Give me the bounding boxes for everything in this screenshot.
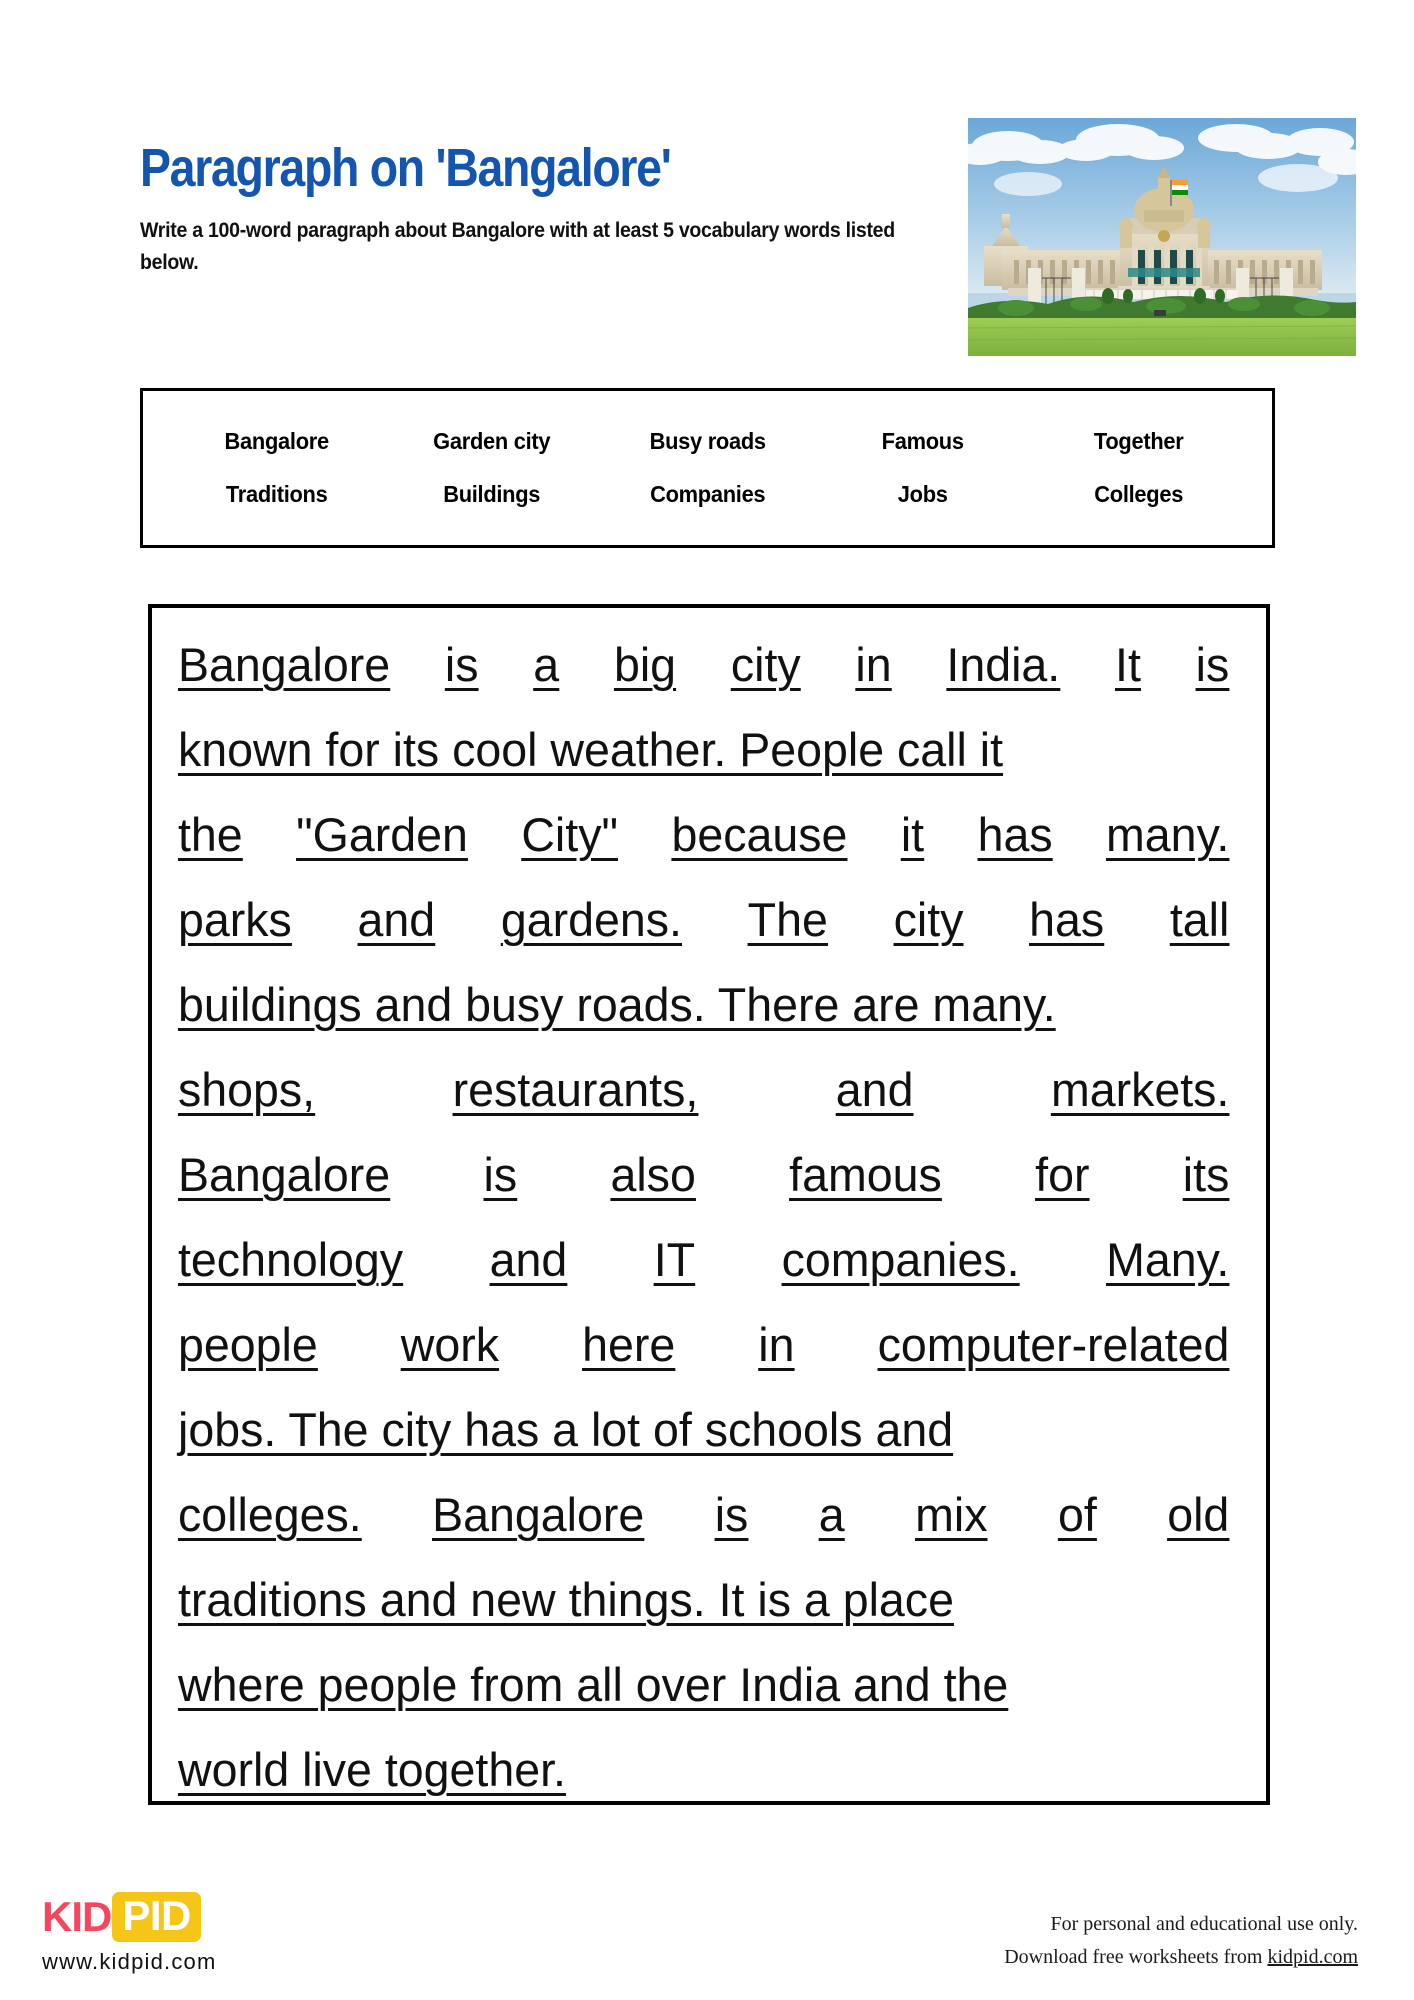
answer-line: [178, 1047, 1229, 1132]
answer-word: Many.: [1106, 1233, 1230, 1286]
answer-word: has: [977, 808, 1053, 861]
answer-word: and: [835, 1063, 914, 1116]
answer-word: in: [758, 1318, 795, 1371]
answer-word: and: [489, 1233, 568, 1286]
answer-word: Bangalore: [178, 1148, 391, 1201]
vocabulary-word: Companies: [649, 481, 766, 507]
answer-line: traditions and new things. It is a place: [178, 1573, 954, 1626]
answer-word: is: [714, 1488, 749, 1541]
answer-word: parks: [178, 893, 292, 946]
answer-word: many.: [1106, 808, 1230, 861]
answer-word: and: [357, 893, 436, 946]
photo-illustration: [968, 118, 1356, 356]
answer-word: mix: [915, 1488, 988, 1541]
answer-line: jobs. The city has a lot of schools and: [178, 1403, 954, 1456]
footer-note: [1004, 1908, 1358, 1974]
worksheet-instructions: Write a 100-word paragraph about Bangalore with at least 5 vocabulary words listed below.: [140, 218, 895, 275]
answer-word: its: [1182, 1148, 1230, 1201]
logo-kid-text: KID: [42, 1893, 112, 1940]
answer-word: people: [178, 1318, 318, 1371]
vocabulary-word: Jobs: [897, 481, 948, 507]
answer-line: where people from all over India and the: [178, 1658, 1009, 1711]
answer-line: [178, 1302, 1229, 1387]
answer-word: is: [444, 638, 479, 691]
logo-mark: [42, 1892, 382, 1942]
vocabulary-word: Traditions: [225, 481, 328, 507]
vocabulary-word: Colleges: [1093, 481, 1183, 507]
answer-line: buildings and busy roads. There are many.: [178, 978, 1056, 1031]
answer-line: [178, 1472, 1229, 1557]
answer-word: technology: [178, 1233, 404, 1286]
answer-word: City": [521, 808, 618, 861]
worksheet-header: [140, 140, 980, 280]
answer-word: big: [613, 638, 677, 691]
kidpid-link[interactable]: kidpid.com: [1267, 1946, 1358, 1968]
answer-word: companies.: [781, 1233, 1020, 1286]
answer-line: [178, 622, 1229, 707]
vocabulary-word: Busy roads: [649, 428, 766, 454]
answer-word: also: [610, 1148, 696, 1201]
answer-word: India.: [946, 638, 1061, 691]
answer-line: [178, 1217, 1229, 1302]
answer-word: old: [1167, 1488, 1230, 1541]
answer-word: The: [747, 893, 828, 946]
answer-word: markets.: [1050, 1063, 1230, 1116]
answer-word: the: [178, 808, 243, 861]
vocabulary-word: Together: [1093, 428, 1184, 454]
answer-word: famous: [789, 1148, 942, 1201]
answer-word: computer-related: [877, 1318, 1230, 1371]
answer-word: gardens.: [500, 893, 682, 946]
answer-line: [178, 877, 1229, 962]
vocabulary-row: [143, 428, 1272, 455]
answer-word: here: [582, 1318, 676, 1371]
logo-url: www.kidpid.com: [42, 1949, 217, 1974]
answer-line: world live together.: [178, 1743, 566, 1796]
answer-word: has: [1029, 893, 1105, 946]
answer-line: [178, 1132, 1229, 1217]
answer-word: Bangalore: [178, 638, 391, 691]
answer-word: of: [1057, 1488, 1097, 1541]
vocabulary-word: Bangalore: [224, 428, 329, 454]
vocabulary-word-bank: [140, 388, 1275, 548]
answer-word: city: [730, 638, 801, 691]
answer-line: [178, 792, 1229, 877]
answer-word: tall: [1169, 893, 1230, 946]
footer-note-line2: [1004, 1941, 1358, 1974]
answer-word: is: [1195, 638, 1230, 691]
answer-word: it: [900, 808, 925, 861]
answer-word: restaurants,: [452, 1063, 699, 1116]
answer-word: is: [483, 1148, 518, 1201]
footer-note-prefix: Download free worksheets from: [1004, 1946, 1268, 1968]
footer-note-line1: For personal and educational use only.: [1050, 1913, 1358, 1935]
answer-line: known for its cool weather. People call it: [178, 723, 1004, 776]
vidhana-soudha-photo: [968, 118, 1356, 356]
vocabulary-word: Garden city: [433, 428, 551, 454]
answer-word: shops,: [178, 1063, 316, 1116]
answer-word: a: [533, 638, 560, 691]
answer-word: because: [671, 808, 848, 861]
answer-word: for: [1035, 1148, 1090, 1201]
answer-writing-area[interactable]: [148, 604, 1270, 1805]
page-title: Paragraph on 'Bangalore': [140, 138, 671, 198]
answer-word: city: [893, 893, 964, 946]
vocabulary-word: Buildings: [443, 481, 541, 507]
answer-word: "Garden: [296, 808, 468, 861]
answer-word: Bangalore: [432, 1488, 645, 1541]
vocabulary-row: [143, 481, 1272, 508]
logo-pid-text: PID: [112, 1892, 201, 1942]
answer-word: IT: [653, 1233, 696, 1286]
vocabulary-word: Famous: [881, 428, 964, 454]
answer-word: in: [855, 638, 892, 691]
answer-word: colleges.: [178, 1488, 362, 1541]
answer-word: work: [400, 1318, 500, 1371]
answer-word: a: [818, 1488, 845, 1541]
answer-word: It: [1115, 638, 1141, 691]
kidpid-logo[interactable]: [42, 1892, 382, 1975]
